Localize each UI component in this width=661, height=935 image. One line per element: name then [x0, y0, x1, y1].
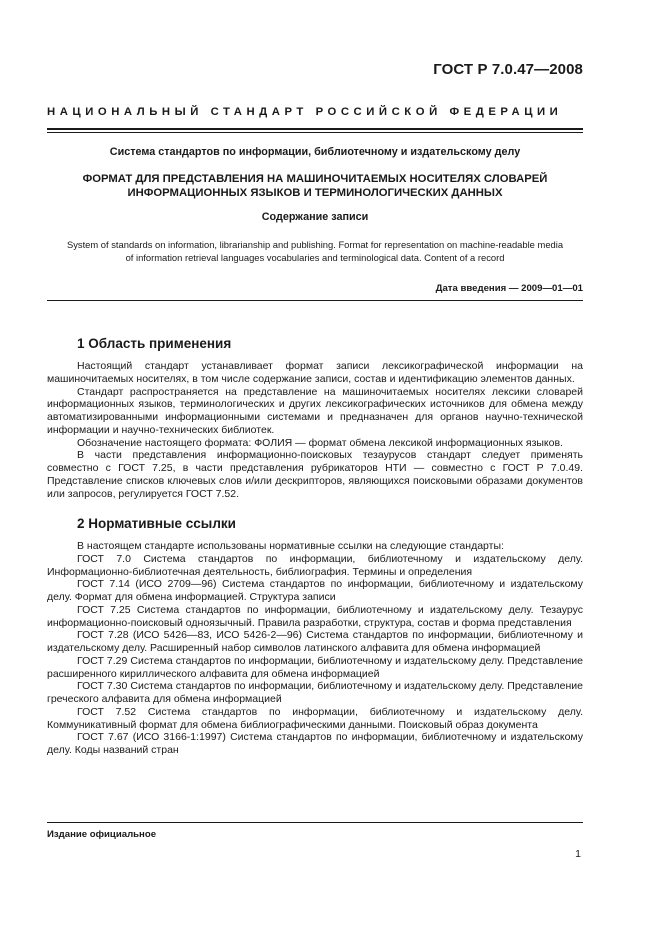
section-heading-scope: 1 Область применения — [77, 336, 232, 351]
system-title: Система стандартов по информации, библиотечному и издательскому делу — [109, 146, 521, 158]
reference-item: ГОСТ 7.25 Система стандартов по информации, библиотечному и издательскому делу. Тезаурус информационно-поисковый одноязычный. Правила разработки, структура, состав и форма представления — [47, 603, 583, 629]
section-heading-references: 2 Нормативные ссылки — [77, 516, 236, 531]
paragraph: Настоящий стандарт устанавливает формат записи лексикографической информации на машиночитаемых носителях, в том числе содержание записи, состав и идентификацию элементов данных. — [47, 360, 583, 385]
english-title — [47, 238, 583, 264]
paragraph: В настоящем стандарте использованы нормативные ссылки на следующие стандарты: — [77, 540, 504, 552]
header-rule-thin — [47, 132, 583, 133]
header-rule-thick — [47, 128, 583, 130]
page-number: 1 — [575, 848, 581, 860]
reference-item: ГОСТ 7.67 (ИСО 3166-1:1997) Система стандартов по информации, библиотечному и издательскому делу. Коды названий стран — [47, 731, 583, 756]
official-edition-label: Издание официальное — [47, 829, 157, 840]
reference-item: ГОСТ 7.52 Система стандартов по информации, библиотечному и издательскому делу. Коммуникативный формат для обмена библиографическими данными. Поисковый образ документа — [47, 705, 583, 731]
document-subtitle: Содержание записи — [261, 211, 369, 223]
section-scope-body — [47, 360, 583, 500]
national-standard-banner: НАЦИОНАЛЬНЫЙ СТАНДАРТ РОССИЙСКОЙ ФЕДЕРАЦИИ — [47, 106, 563, 118]
paragraph: Обозначение настоящего формата: ФОЛИЯ — формат обмена лексикой информационных языков. — [77, 436, 563, 449]
reference-item: ГОСТ 7.0 Система стандартов по информации, библиотечному и издательскому делу. Информационно-библиотечная деятельность, библиография. Термины и определения — [47, 552, 583, 578]
document-title-line: ИНФОРМАЦИОННЫХ ЯЗЫКОВ И ТЕРМИНОЛОГИЧЕСКИХ ДАННЫХ — [127, 187, 503, 199]
footer-rule — [47, 822, 583, 823]
section-references-body — [47, 540, 583, 757]
english-title-line: of information retrieval languages vocabularies and terminological data. Content of a record — [125, 252, 505, 263]
reference-item: ГОСТ 7.14 (ИСО 2709—96) Система стандартов по информации, библиотечному и издательскому делу. Формат для обмена информацией. Структура записи — [47, 578, 583, 603]
document-code: ГОСТ Р 7.0.47—2008 — [433, 61, 583, 78]
paragraph: Стандарт распространяется на представление на машиночитаемых носителях лексики словарей информационных языков, терминологических и других лексикографических источников для обмена между автоматизированными информационными системами и предназначен для органов научно-технической информации и научно-технических библиотек. — [47, 385, 583, 436]
document-title-line: ФОРМАТ ДЛЯ ПРЕДСТАВЛЕНИЯ НА МАШИНОЧИТАЕМЫХ НОСИТЕЛЯХ СЛОВАРЕЙ — [82, 173, 548, 185]
date-rule — [47, 300, 583, 301]
reference-item: ГОСТ 7.28 (ИСО 5426—83, ИСО 5426-2—96) Система стандартов по информации, библиотечному и издательскому делу. Расширенный набор символов латинского алфавита для обмена информацией — [47, 629, 583, 654]
english-title-line: System of standards on information, librarianship and publishing. Format for representation on machine-readable media — [66, 239, 564, 250]
paragraph: В части представления информационно-поисковых тезаурусов стандарт следует применять совместно с ГОСТ 7.25, в части представления рубрикаторов НТИ — совместно с ГОСТ Р 7.0.49. Представление списков ключевых слов и/или дескрипторов, являющихся поисковыми образами документов или запросов, регулируется ГОСТ 7.52. — [47, 449, 583, 500]
document-title — [47, 172, 583, 200]
reference-item: ГОСТ 7.30 Система стандартов по информации, библиотечному и издательскому делу. Представление греческого алфавита для обмена информацией — [47, 680, 583, 705]
effective-date: Дата введения — 2009—01—01 — [435, 283, 583, 294]
reference-item: ГОСТ 7.29 Система стандартов по информации, библиотечному и издательскому делу. Представление расширенного кириллического алфавита для обмена информацией — [47, 654, 583, 680]
